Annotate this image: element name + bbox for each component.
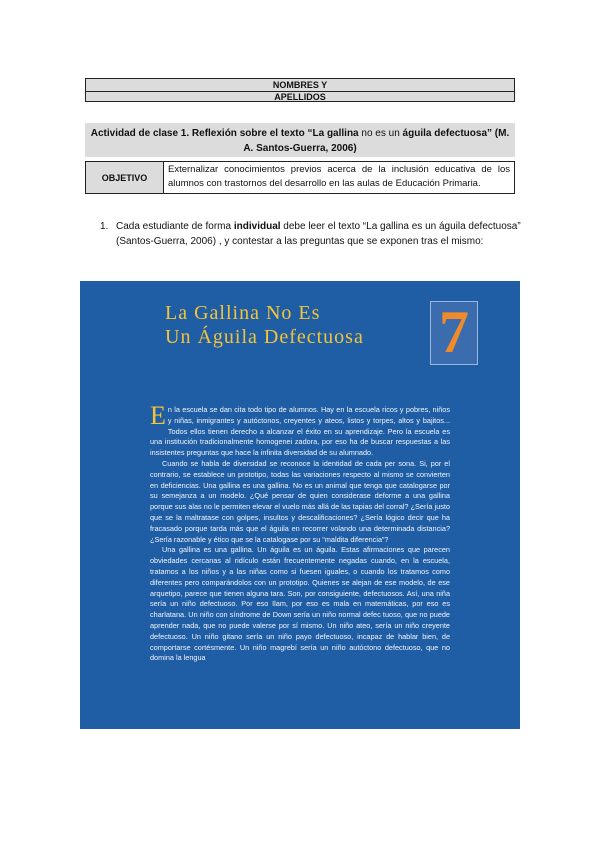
book-title xyxy=(165,301,364,349)
activity-title-middle: no es un xyxy=(358,128,403,139)
book-title-line1: La Gallina No Es xyxy=(165,302,321,324)
objective-label: OBJETIVO xyxy=(86,162,164,193)
instruction-text-before: Cada estudiante de forma xyxy=(116,221,234,232)
book-paragraph-3: Una gallina es una gallina. Un águila es un águila. Estas afirmaciones que parecen obviedades cercanas al ridículo están frecuentemente negadas cuando, en la escuela, tratamos a los niños y a las niñas como si fuesen iguales, o cuando los tratamos como diferentes pero comparándolos con un prototipo. Quienes se alejan de ese modelo, de ese arquetipo, parece que tienen alguna tara. Son, por consiguiente, defectuosos. Así, una niña sería un niño defectuoso. Por eso Ilam, por eso es mala en matemáticas, por eso es charlatana. Un niño con síndrome de Down sería un niño normal defec tuoso, que no puede aprender nada, que no puede valerse por sí mismo. Un niño ateo, sería un niño creyente defectuoso. Un niño gitano sería un niño payo defectuoso, incapaz de hablar bien, de comportarse cortésmente. Un niño magrebí sería un niño autóctono defectuoso, que no domina la lengua xyxy=(150,545,450,663)
names-header-line1: NOMBRES Y xyxy=(86,80,514,92)
book-paragraph-1 xyxy=(150,401,450,459)
objective-table xyxy=(85,161,515,194)
objective-text: Externalizar conocimientos previos acerca de la inclusión educativa de los alumnos con trastornos del desarrollo en las aulas de Educación Primaria. xyxy=(168,164,510,189)
book-paragraph-1-text: n la escuela se dan cita todo tipo de alumnos. Hay en la escuela ricos y pobres, niños y niñas, inmigrantes y autóctonos, creyentes y ateos, listos y torpes, altos y bajitos... Todos ellos tienen derecho a alcanzar el éxito en su aprendizaje. Pero la escuela es una institución tradicionalmente homogenei zadora, por eso ha de buscar respuestas a las insistentes preguntas que hace la infinita diversidad de su alumnado. xyxy=(150,405,450,458)
names-header-box xyxy=(85,78,515,102)
book-paragraph-2: Cuando se habla de diversidad se reconoce la identidad de cada per sona. Si, por el contrario, se establece un prototipo, todas las variaciones respecto al mismo se convierten en deficiencias. Una gallina es una gallina. No es un animal que tenga que catalogarse por su semejanza a un modelo. ¿Qué pensar de quien considerase deforme a una gallina porque sus alas no le permiten elevar el vuelo más allá de las tapias del corral? ¿Sería justo que se la maltratase con golpes, insultos y descalificaciones? ¿Sería lógico decir que ha fracasado porque tarda más que el águila en recorrer volando una determinada distancia? ¿Sería razonable y ético que se la catalogase por su “maldita diferencia”? xyxy=(150,458,450,544)
drop-cap: E xyxy=(150,401,166,430)
instruction-item xyxy=(100,219,525,249)
book-title-line2: Un Águila Defectuosa xyxy=(165,326,364,348)
activity-title-bold-rest: águila defectuosa” (M. A. Santos-Guerra, 2006) xyxy=(243,128,510,154)
instruction-text-after: debe leer el texto “La gallina es un águila defectuosa” (Santos-Guerra, 2006) , y contestar a las preguntas que se exponen tras el mismo: xyxy=(116,221,521,247)
chapter-number-badge: 7 xyxy=(430,301,478,365)
names-header-line2: APELLIDOS xyxy=(274,92,326,102)
book-body-text xyxy=(150,401,450,664)
instruction-number: 1. xyxy=(100,221,109,232)
activity-title-bold-prefix: Actividad de clase 1. Reflexión sobre el texto “La gallina xyxy=(90,128,359,139)
book-page-image xyxy=(80,281,520,729)
instruction-text xyxy=(100,219,525,249)
instruction-text-bold: individual xyxy=(233,221,281,232)
activity-title xyxy=(85,123,515,157)
